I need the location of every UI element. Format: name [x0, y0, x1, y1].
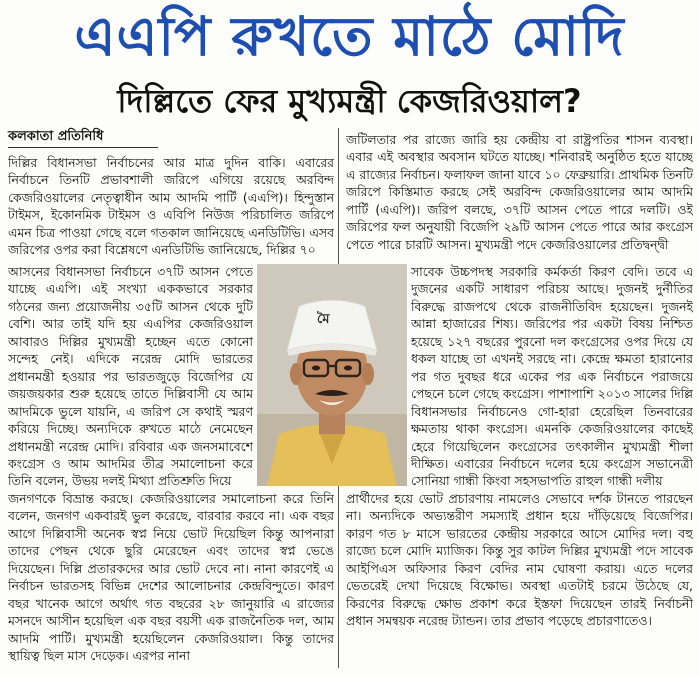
- subheadline: দিল্লিতে ফের মুখ্যমন্ত্রী কেজরিওয়াল?: [117, 82, 582, 120]
- left-column-text-middle: আসনের বিধানসভা নির্বাচনে ৩৭টি আসন পেতে যাচ্ছে এএপি। এই সংখ্যা এককভাবে সরকার গঠনের জন্য প্রয়োজনীয় ৩৫টি আসন থেকে দুটি বেশি। আর তাই যদি হয় এএপির কেজরিওয়াল আবারও দিল্লির মুখ্যমন্ত্রী হচ্ছেন এতে কোনো সন্দেহ নেই। এদিকে নরেন্দ্র মোদি ভারতের প্রধানমন্ত্রী হওয়ার পর ভারতজুড়ে বিজেপির যে জয়জয়কার শুরু হয়েছে তাতে দিল্লিবাসী যে আম আদমিকে ভুলে যায়নি, এ জরিপ সে কথাই স্মরণ করিয়ে দিচ্ছে। অন্যদিকে রুখতে মাঠে নেমেছেন প্রধানমন্ত্রী নরেন্দ্র মোদি। রবিবার এক জনসমাবেশে কংগ্রেস ও আম আদমির তীব্র সমালোচনা করে তিনি বলেন, উভয় দলই মিথ্যা প্রতিশ্রুতি দিয়ে: [8, 264, 253, 489]
- kejriwal-photo: [257, 264, 407, 486]
- headline: এএপি রুখতে মাঠে মোদি: [74, 5, 625, 68]
- byline-underline: [8, 147, 158, 148]
- left-column-text-top: দিল্লির বিধানসভা নির্বাচনের আর মাত্র দুদিন বাকি। এবারের নির্বাচনে তিনটি প্রভাবশালী জরিপে এগিয়ে রয়েছে অরবিন্দ কেজরিওয়ালের নেতৃত্বাধীন আম আদমি পার্টি (এএপি)। হিন্দুস্তান টাইমস, ইকোনমিক টাইমস ও এবিপি নিউজ পরিচালিত জরিপে এমন চিত্র পাওয়া গেছে বলে গতকাল জানিয়েছে এনডিটিভি। এসব জরিপের ওপর করা বিশ্লেষণে এনডিটিভি জানিয়েছে, দিল্লির ৭০: [8, 155, 334, 258]
- left-column-text-bottom: জনগণকে বিভ্রান্ত করছে। কেজরিওয়ালের সমালোচনা করে তিনি বলেন, জনগণ একবারই ভুল করেছে, বারবার করবে না। এক বছর আগে দিল্লিবাসী অনেক স্বপ্ন নিয়ে ভোট দিয়েছিল কিন্তু আপনারা তাদের পেছন থেকে ছুরি মেরেছেন এবং তাদের স্বপ্ন ভেঙে দিয়েছেন। দিল্লি প্রতারকদের আর ভোট দেবে না। নানা কারণেই এ নির্বাচন ভারতসহ বিভিন্ন দেশের আলোচনার কেন্দ্রবিন্দুতে। কারণ বছর খানেক আগে অর্থাৎ গত বছরের ২৮ জানুয়ারি এ রাজ্যের মসনদে আসীন হয়েছিল এক বছর বয়সী এক রাজনৈতিক দল, আম আদমি পার্টি। মুখ্যমন্ত্রী হয়েছিলেন কেজরিওয়াল। কিন্তু তাদের স্থায়িত্ব ছিল মাস দেড়েক। এরপর নানা: [8, 491, 334, 664]
- right-column-text-top: জটিলতার পর রাজ্যে জারি হয় কেন্দ্রীয় বা রাষ্ট্রপতির শাসন ব্যবস্থা। এবার এই অবস্থার অবসান ঘটতে যাচ্ছে। শনিবারই অনুষ্ঠিত হতে যাচ্ছে এ রাজ্যের নির্বাচন। ফলাফল জানা যাবে ১০ ফেব্রুয়ারি। প্রাথমিক তিনটি জরিপে কিস্তিমাত করছে সেই অরবিন্দ কেজরিওয়ালের আম আদমি পার্টি (এএপি)। জরিপ বলছে, ৩৭টি আসন পেতে পারে দলটি। ওই জরিপের ফল অনুযায়ী বিজেপি ২৯টি আসন পেতে পারে আর কংগ্রেস পেতে পারে চারটি আসন। মুখ্যমন্ত্রী পদে কেজরিওয়ালের প্রতিদ্বন্দ্বী: [346, 132, 693, 252]
- byline: কলকাতা প্রতিনিধি: [8, 129, 104, 144]
- right-column-text-bottom: প্রার্থীদের হয়ে ভোট প্রচারণায় নামলেও সেভাবে দর্শক টানতে পারছেন না। অন্যদিকে অভ্যন্তরীণ সমস্যাই প্রধান হয়ে দাঁড়িয়েছে বিজেপির। কারণ গত ৮ মাসে ভারতের কেন্দ্রীয় সরকারে আসে মোদির দল। বহু রাজ্যে চলে মোদি ম্যাজিক। কিন্তু সুর কাটল দিল্লির মুখ্যমন্ত্রী পদে সাবেক আইপিএস অফিসার কিরণ বেদির নাম ঘোষণা করায়। এতে দলের ভেতরেই দেখা দিয়েছে বিক্ষোভ। অবস্থা এতটাই চরমে উঠেছে যে, কিরণের বিরুদ্ধে ক্ষোভ প্রকাশ করে ইস্তফা দিয়েছেন তারই নির্বাচনী প্রধান সমন্বয়ক নরেন্দ্র ট্যান্ডন। তার প্রভাব পড়েছে প্রচারণাতেও।: [346, 491, 693, 629]
- portrait-illustration: [257, 264, 407, 486]
- cap-lettering: মৈ: [317, 312, 330, 327]
- right-column-text-middle: সাবেক উচ্চপদস্থ সরকারি কর্মকর্তা কিরণ বেদি। তবে এ দুজনের একটি সাধারণ পরিচয় আছে। দুজনই দুর্নীতির বিরুদ্ধে রাজপথে থেকে রাজনীতিবিদ হয়েছেন। দুজনই আন্না হাজারের শিষ্য। জরিপের পর একটা বিষয় নিশ্চিত হয়েছে ১২৭ বছরের পুরনো দল কংগ্রেসের ওপর দিয়ে যে ধকল যাচ্ছে তা এখনই সরছে না। কেন্দ্রে ক্ষমতা হারানোর পর গত দুবছর ধরে একের পর এক নির্বাচনে পরাজয়ে পেছনে চলে গেছে কংগ্রেস। পাশাপাশি ২০১৩ সালের দিল্লি বিধানসভার নির্বাচনেও গো-হারা হেরেছিল তিনবারের ক্ষমতায় থাকা কংগ্রেস। এমনকি কেজরিওয়ালের কাছেই হেরে গিয়েছিলেন কংগ্রেসের তৎকালীন মুখ্যমন্ত্রী শীলা দীক্ষিত। এবারের নির্বাচনে দলের হয়ে কংগ্রেস সভানেত্রী সোনিয়া গান্ধী কিংবা সহসভাপতি রাহুল গান্ধী দলীয়: [411, 264, 693, 489]
